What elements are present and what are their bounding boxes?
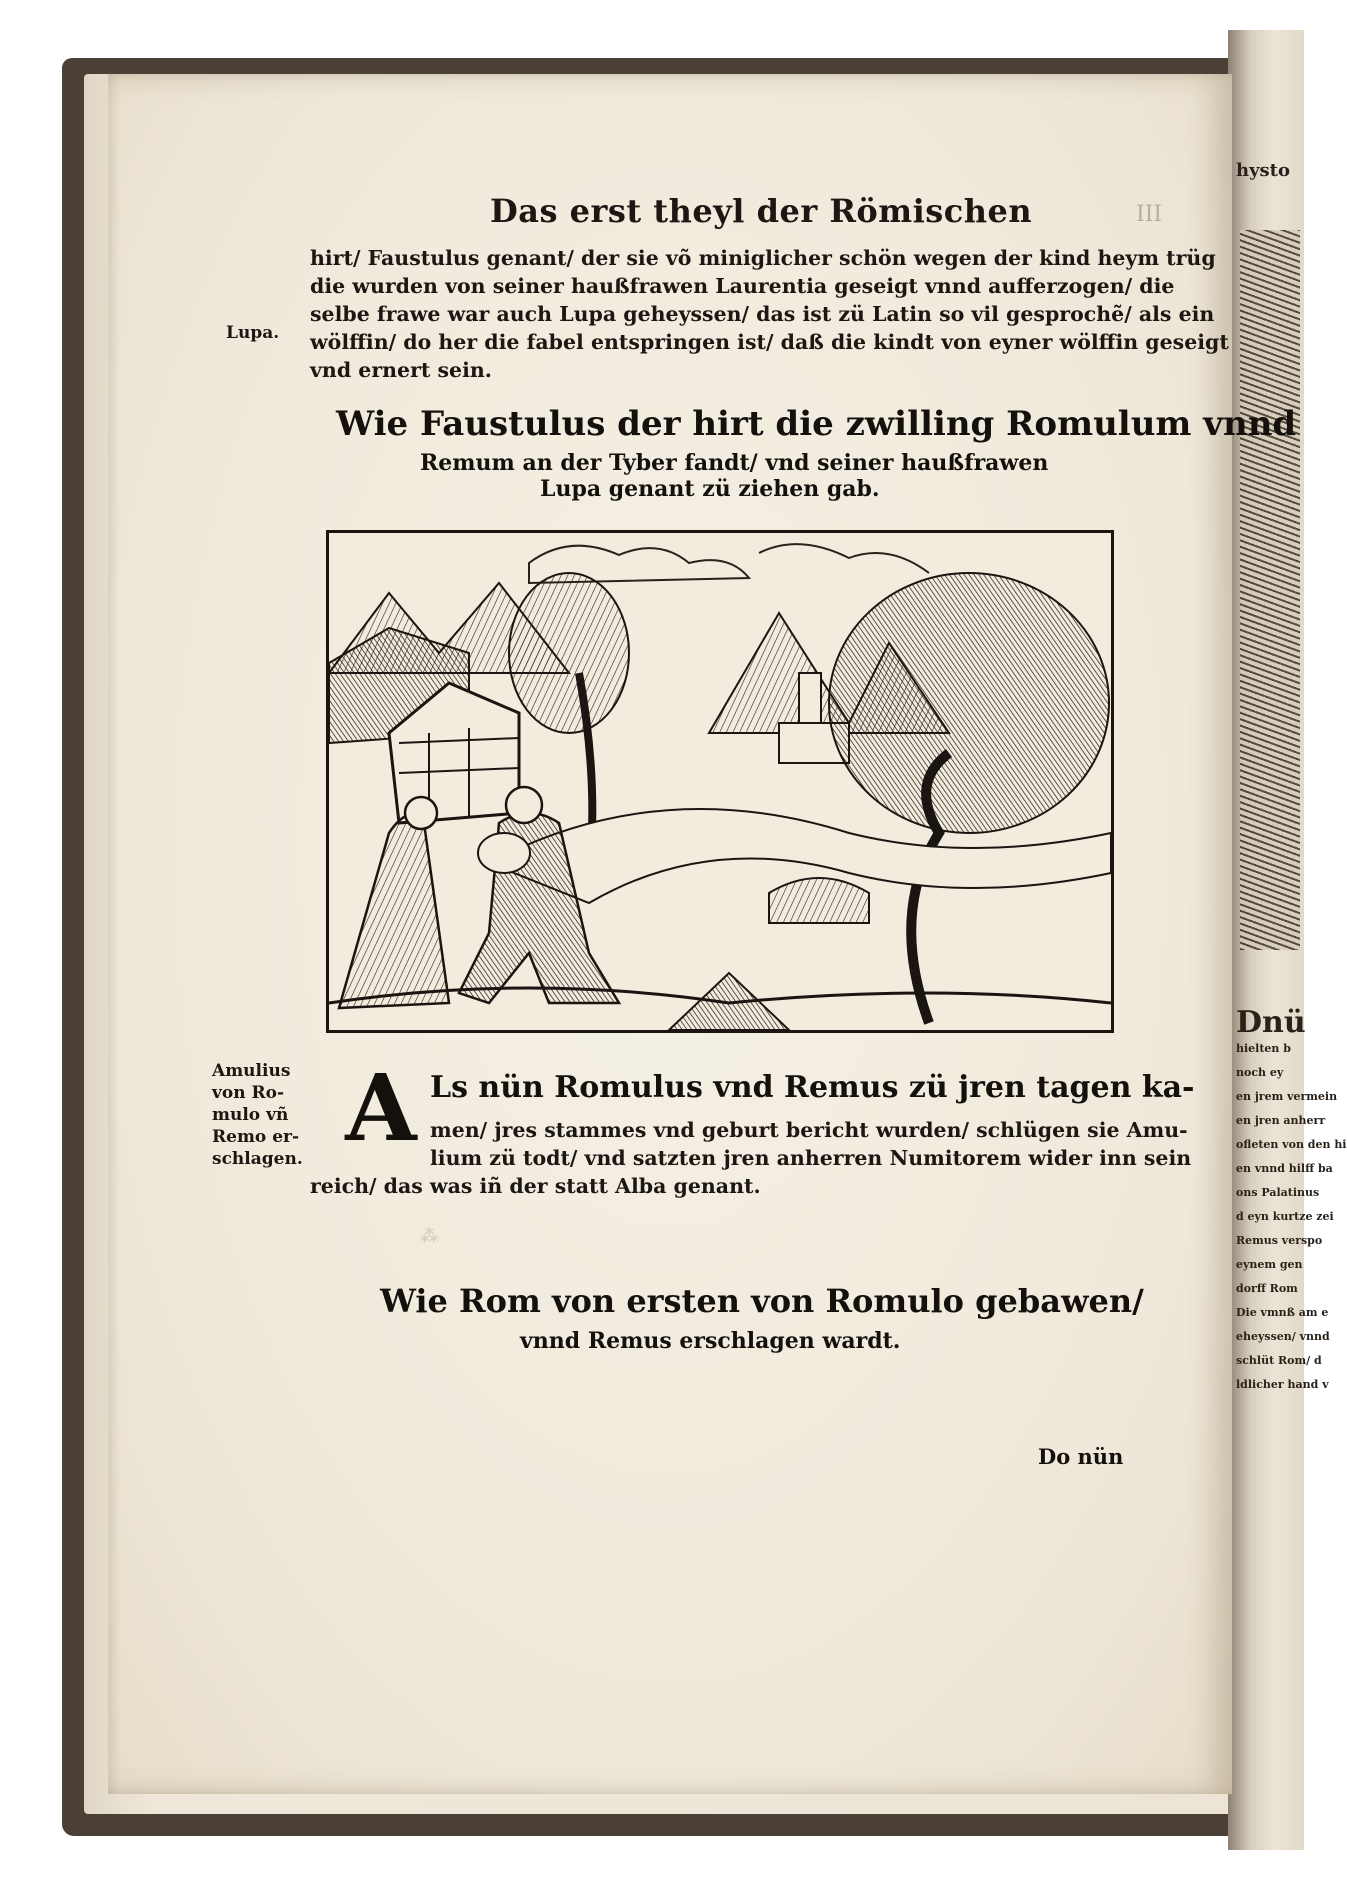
facing-line: eheyssen/ vnnd [1236, 1330, 1330, 1343]
margin-note-line: von Ro- [212, 1083, 285, 1103]
facing-line: hielten b [1236, 1042, 1291, 1055]
section-subheading: Lupa genant zü ziehen gab. [540, 476, 880, 502]
text-line: reich/ das was iñ der statt Alba genant. [310, 1174, 761, 1198]
facing-line: d eyn kurtze zei [1236, 1210, 1334, 1223]
text-line: wölffin/ do her die fabel entspringen ist/ daß die kindt von eyner wölffin geseigt [310, 330, 1229, 354]
text-line: lium zü todt/ vnd satzten jren anherren Numitorem wider inn sein [430, 1146, 1192, 1170]
decorated-initial: A [345, 1054, 417, 1162]
facing-line: en vnnd hilff ba [1236, 1162, 1333, 1175]
facing-line: ofleten von den hi [1236, 1138, 1347, 1151]
facing-line: eynem gen [1236, 1258, 1303, 1271]
margin-note-line: Remo er- [212, 1127, 300, 1147]
page-number: III [1136, 202, 1163, 227]
page-header: Das erst theyl der Römischen [490, 192, 1033, 230]
facing-line: en jren anherr [1236, 1114, 1326, 1127]
margin-note-line: Amulius [212, 1061, 291, 1081]
section-heading: Wie Rom von ersten von Romulo gebawen/ [380, 1282, 1144, 1320]
facing-line: ons Palatinus [1236, 1186, 1320, 1199]
text-line: hirt/ Faustulus genant/ der sie võ miniglicher schön wegen der kind heym trüg [310, 246, 1216, 270]
facing-line: schlüt Rom/ d [1236, 1354, 1322, 1367]
margin-note-lupa: Lupa. [226, 323, 280, 343]
text-line: selbe frawe war auch Lupa geheyssen/ das ist zü Latin so vil gesprochẽ/ als ein [310, 302, 1215, 326]
facing-line: dorff Rom [1236, 1282, 1298, 1295]
facing-line: noch ey [1236, 1066, 1284, 1079]
margin-note-line: schlagen. [212, 1149, 303, 1169]
text-line: men/ jres stammes vnd geburt bericht wurden/ schlügen sie Amu- [430, 1118, 1188, 1142]
section-heading: Wie Faustulus der hirt die zwilling Romulum vnnd [336, 404, 1297, 444]
bleed-through: ⁂ [420, 1226, 439, 1247]
text-line: vnd ernert sein. [310, 358, 492, 382]
catchword: Do nün [1038, 1444, 1124, 1469]
facing-line: Die vmnß am e [1236, 1306, 1329, 1319]
facing-page-woodcut [1240, 230, 1300, 950]
woodcut-drawing [329, 533, 1111, 1030]
margin-note-amulius [212, 1060, 303, 1170]
section-subheading: vnnd Remus erschlagen wardt. [520, 1328, 901, 1354]
margin-note-line: mulo vñ [212, 1105, 289, 1125]
facing-line: ldlicher hand v [1236, 1378, 1329, 1391]
facing-line: Remus verspo [1236, 1234, 1323, 1247]
facing-line: en jrem vermein [1236, 1090, 1338, 1103]
woodcut-illustration [326, 530, 1114, 1033]
section-subheading: Remum an der Tyber fandt/ vnd seiner haußfrawen [420, 450, 1049, 476]
facing-page [1228, 30, 1347, 1850]
text-line: Ls nün Romulus vnd Remus zü jren tagen ka- [430, 1070, 1195, 1105]
facing-initial: Dnü [1236, 1005, 1306, 1040]
text-line: die wurden von seiner haußfrawen Laurentia geseigt vnnd aufferzogen/ die [310, 274, 1175, 298]
facing-page-header: hysto [1236, 160, 1290, 181]
